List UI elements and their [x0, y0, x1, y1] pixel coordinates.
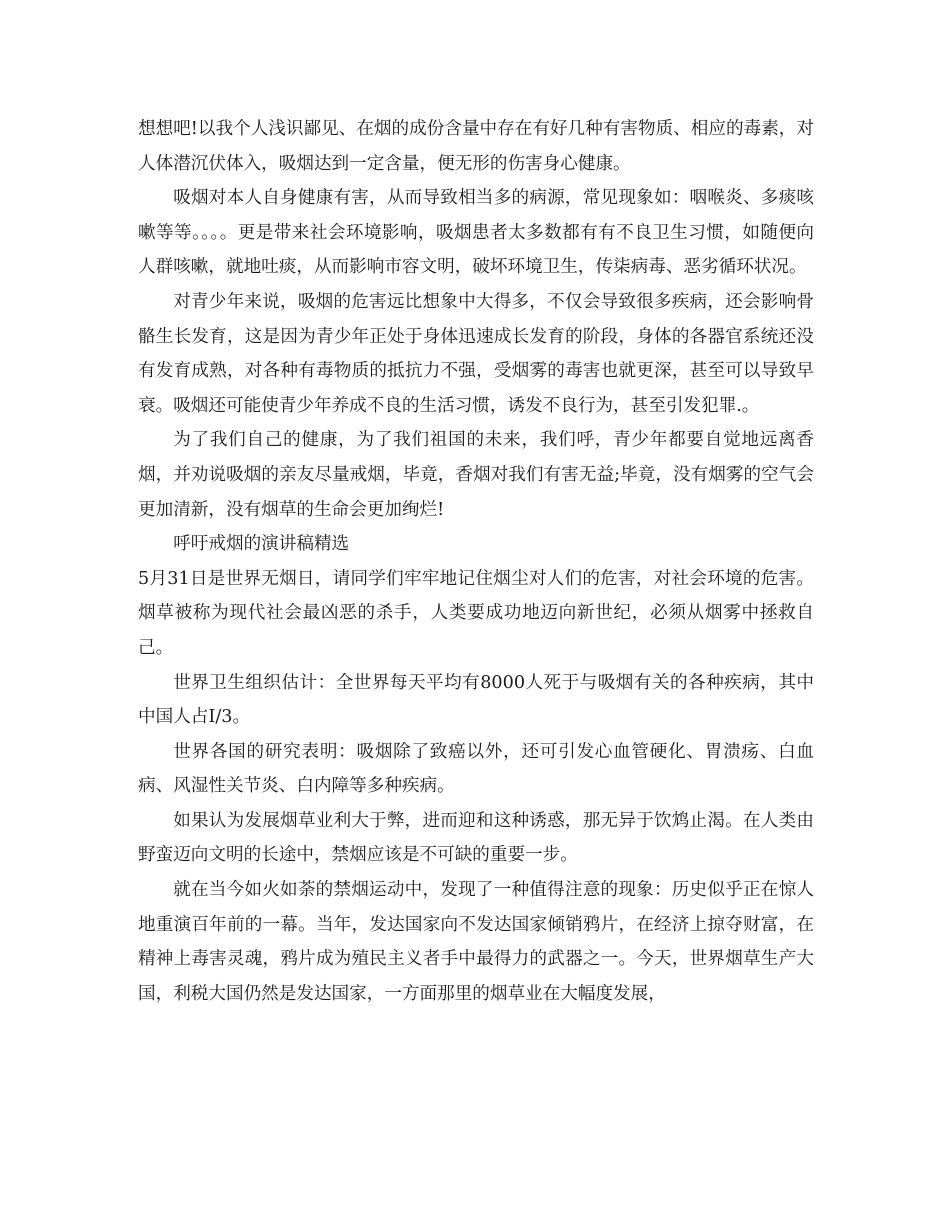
paragraph-7: 世界各国的研究表明：吸烟除了致癌以外，还可引发心血管硬化、胃溃疡、白血病、风湿性关节炎、白内障等多种疾病。	[138, 741, 814, 797]
paragraph-6: 世界卫生组织估计：全世界每天平均有8000人死于与吸烟有关的各种疾病，其中中国人占I/3。	[138, 672, 814, 728]
document-body	[138, 112, 814, 1011]
paragraph-8: 如果认为发展烟草业利大于弊，进而迎和这种诱惑，那无异于饮鸩止渴。在人类由野蛮迈向文明的长途中，禁烟应该是不可缺的重要一步。	[138, 810, 814, 866]
paragraph-1: 想想吧!以我个人浅识鄙见、在烟的成份含量中存在有好几种有害物质、相应的毒素，对人体潜沉伏体入，吸烟达到一定含量，便无形的伤害身心健康。	[138, 119, 814, 174]
paragraph-5: 5月31日是世界无烟日，请同学们牢牢地记住烟尘对人们的危害，对社会环境的危害。烟草被称为现代社会最凶恶的杀手，人类要成功地迈向新世纪，必须从烟雾中拯救自己。	[138, 568, 814, 658]
paragraph-2: 吸烟对本人自身健康有害，从而导致相当多的病源，常见现象如：咽喉炎、多痰咳嗽等等。。。。更是带来社会环境影响，吸烟患者太多数都有有不良卫生习惯，如随便向人群咳嗽，就地吐痰，从而影响市容文明，破坏环境卫生，传柒病毒、恶劣循环状况。	[138, 188, 814, 278]
section-title: 呼吁戒烟的演讲稿精选	[173, 534, 350, 555]
paragraph-9: 就在当今如火如荼的禁烟运动中，发现了一种值得注意的现象：历史似乎正在惊人地重演百年前的一幕。当年，发达国家向不发达国家倾销鸦片，在经济上掠夺财富，在精神上毒害灵魂，鸦片成为殖民主义者手中最得力的武器之一。今天，世界烟草生产大国，利税大国仍然是发达国家，一方面那里的烟草业在大幅度发展，	[138, 880, 814, 1004]
paragraph-3: 对青少年来说，吸烟的危害远比想象中大得多，不仅会导致很多疾病，还会影响骨骼生长发育，这是因为青少年正处于身体迅速成长发育的阶段，身体的各器官系统还没有发育成熟，对各种有毒物质的抵抗力不强，受烟雾的毒害也就更深，甚至可以导致早衰。吸烟还可能使青少年养成不良的生活习惯，诱发不良行为，甚至引发犯罪.。	[138, 291, 814, 416]
paragraph-4: 为了我们自己的健康，为了我们祖国的未来，我们呼，青少年都要自觉地远离香烟，并劝说吸烟的亲友尽量戒烟，毕竟，香烟对我们有害无益;毕竟，没有烟雾的空气会更加清新，没有烟草的生命会更加绚烂!	[138, 430, 814, 520]
